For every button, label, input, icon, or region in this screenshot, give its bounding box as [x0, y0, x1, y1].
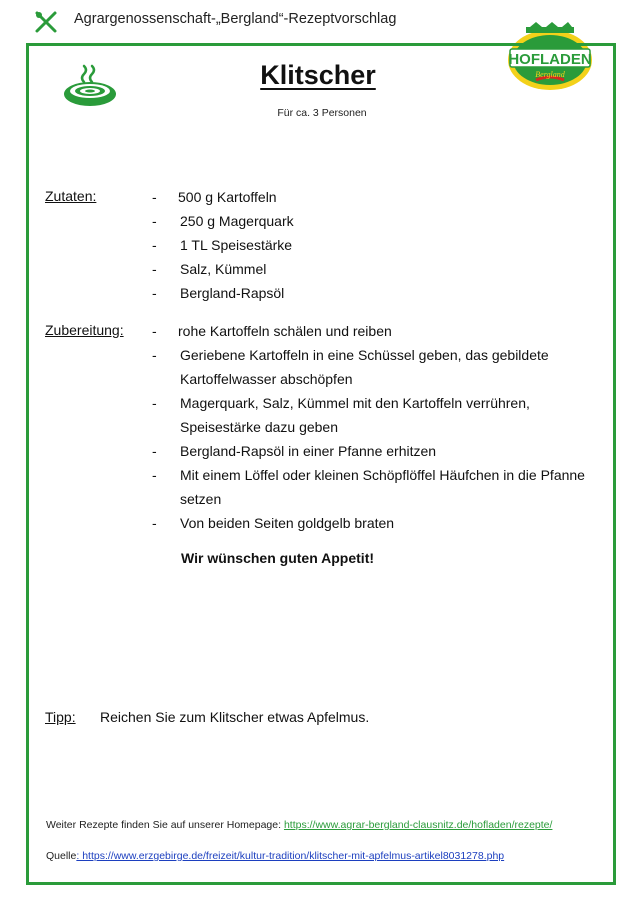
step-item: - Geriebene Kartoffeln in eine Schüssel geben, das gebildete Kartoffelwasser abschöpfen — [152, 343, 592, 391]
preparation-steps — [152, 319, 592, 535]
step-item: - Von beiden Seiten goldgelb braten — [152, 511, 592, 535]
ingredient-item: - Bergland-Rapsöl — [152, 281, 294, 305]
recipe-title: Klitscher — [260, 60, 376, 90]
step-item: - Magerquark, Salz, Kümmel mit den Kartoffeln verrühren, Speisestärke dazu geben — [152, 391, 592, 439]
homepage-note — [46, 819, 552, 831]
ingredients-label: Zutaten: — [45, 188, 97, 204]
step-item: - rohe Kartoffeln schälen und reiben — [152, 319, 592, 343]
header-title: Agrargenossenschaft-„Bergland“-Rezeptvorschlag — [74, 11, 397, 27]
step-item: - Mit einem Löffel oder kleinen Schöpflöffel Häufchen in die Pfanne setzen — [152, 463, 592, 511]
homepage-link[interactable]: https://www.agrar-bergland-clausnitz.de/hofladen/rezepte/ — [283, 819, 553, 831]
fork-knife-icon — [34, 10, 58, 34]
step-item: - Bergland-Rapsöl in einer Pfanne erhitzen — [152, 439, 592, 463]
ingredient-item: - 250 g Magerquark — [152, 209, 294, 233]
ingredients-list — [152, 185, 294, 305]
logo-text: HOFLADEN — [508, 51, 592, 68]
source-label: Quelle — [46, 850, 77, 862]
ingredient-item: - 500 g Kartoffeln — [152, 185, 294, 209]
preparation-label: Zubereitung: — [45, 322, 124, 338]
ingredient-item: - Salz, Kümmel — [152, 257, 294, 281]
homepage-text: Weiter Rezepte finden Sie auf unserer Homepage: — [46, 819, 284, 831]
greeting-text: Wir wünschen guten Appetit! — [181, 550, 375, 566]
tip-text: Reichen Sie zum Klitscher etwas Apfelmus. — [100, 709, 370, 725]
tip-label: Tipp: — [45, 709, 76, 725]
logo-subtext: Bergland — [535, 70, 565, 79]
source-link[interactable]: : https://www.erzgebirge.de/freizeit/kultur-tradition/klitscher-mit-apfelmus-artikel8031278.php — [76, 850, 505, 862]
ingredient-item: - 1 TL Speisestärke — [152, 233, 294, 257]
servings-text: Für ca. 3 Personen — [277, 107, 367, 119]
source-note — [46, 850, 504, 862]
